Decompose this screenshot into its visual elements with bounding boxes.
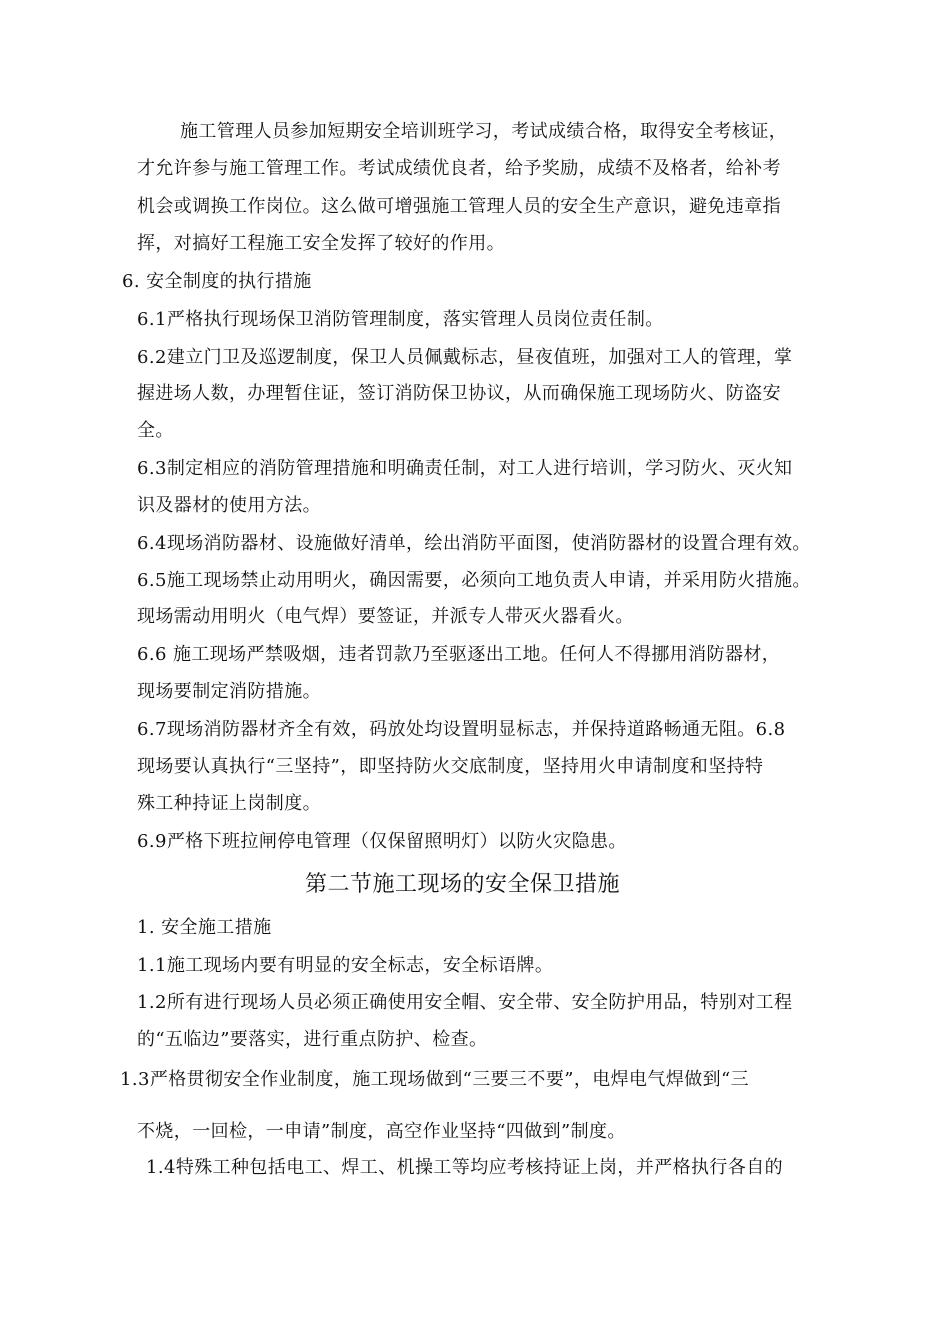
paragraph-line: 6.7现场消防器材齐全有效，码放处均设置明显标志，并保持道路畅通无阻。6.8 — [137, 719, 786, 740]
paragraph-line: 识及器材的使用方法。 — [137, 495, 321, 516]
paragraph-line: 不烧，一回检，一申请”制度，高空作业坚持“四做到”制度。 — [137, 1121, 626, 1142]
paragraph-line: 施工管理人员参加短期安全培训班学习，考试成绩合格，取得安全考核证， — [180, 121, 788, 142]
paragraph-line: 1.2所有进行现场人员必须正确使用安全帽、安全带、安全防护用品，特别对工程 — [137, 992, 793, 1013]
paragraph-line: 6.4现场消防器材、设施做好清单，绘出消防平面图，使消防器材的设置合理有效。 — [137, 533, 811, 554]
paragraph-line: 1.4特殊工种包括电工、焊工、机操工等均应考核持证上岗，并严格执行各自的 — [146, 1157, 784, 1178]
section-heading: 1. 安全施工措施 — [137, 917, 272, 938]
paragraph-line: 的“五临边”要落实，进行重点防护、检查。 — [137, 1029, 488, 1050]
paragraph-line: 6.6 施工现场严禁吸烟，违者罚款乃至驱逐出工地。任何人不得挪用消防器材， — [137, 644, 781, 665]
paragraph-line: 现场要制定消防措施。 — [137, 681, 321, 702]
paragraph-line: 6.9严格下班拉闸停电管理（仅保留照明灯）以防火灾隐患。 — [137, 831, 627, 852]
paragraph-line: 6.2建立门卫及巡逻制度，保卫人员佩戴标志，昼夜值班，加强对工人的管理，掌 — [137, 347, 793, 368]
section-title: 第二节施工现场的安全保卫措施 — [305, 872, 621, 897]
paragraph-line: 6.5施工现场禁止动用明火，确因需要，必须向工地负责人申请，并采用防火措施。 — [137, 570, 811, 591]
paragraph-line: 才允许参与施工管理工作。考试成绩优良者，给予奖励，成绩不及格者，给补考 — [137, 158, 781, 179]
paragraph-line: 6.3制定相应的消防管理措施和明确责任制，对工人进行培训，学习防火、灭火知 — [137, 458, 793, 479]
paragraph-line: 6.1严格执行现场保卫消防管理制度，落实管理人员岗位责任制。 — [137, 309, 664, 330]
section-heading: 6. 安全制度的执行措施 — [122, 271, 312, 292]
paragraph-line: 握进场人数，办理暂住证，签订消防保卫协议，从而确保施工现场防火、防盗安 — [137, 383, 781, 404]
paragraph-line: 现场需动用明火（电气焊）要签证，并派专人带灭火器看火。 — [137, 606, 634, 627]
paragraph-line: 殊工种持证上岗制度。 — [137, 793, 321, 814]
paragraph-line: 全。 — [137, 420, 174, 441]
paragraph-line: 机会或调换工作岗位。这么做可增强施工管理人员的安全生产意识，避免违章指 — [137, 196, 781, 217]
paragraph-line: 1.1施工现场内要有明显的安全标志，安全标语牌。 — [137, 955, 554, 976]
paragraph-line: 现场要认真执行“三坚持”，即坚持防火交底制度，坚持用火申请制度和坚持特 — [137, 756, 764, 777]
paragraph-line: 1.3严格贯彻安全作业制度，施工现场做到“三要三不要”，电焊电气焊做到“三 — [120, 1069, 750, 1090]
paragraph-line: 挥，对搞好工程施工安全发挥了较好的作用。 — [137, 233, 505, 254]
